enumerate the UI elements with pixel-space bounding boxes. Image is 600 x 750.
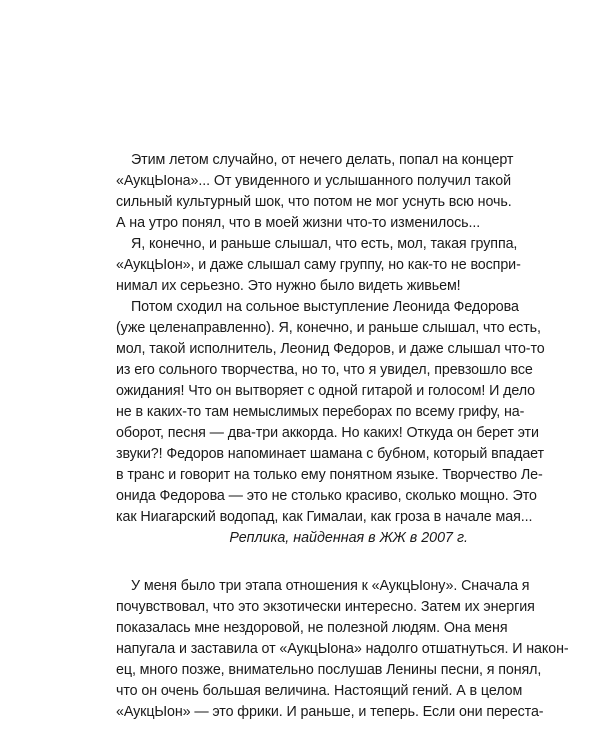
text-line: онида Федорова — это не столько красиво, сколько мощно. Это — [116, 488, 537, 504]
text-line: как Ниагарский водопад, как Гималаи, как гроза в начале мая... — [116, 509, 533, 525]
text-line: мол, такой исполнитель, Леонид Федоров, и даже слышал что-то — [116, 341, 545, 357]
text-line: Я, конечно, и раньше слышал, что есть, мол, такая группа, — [131, 236, 518, 252]
text-line: нимал их серьезно. Это нужно было видеть живьем! — [116, 278, 461, 294]
text-line: из его сольного творчества, но то, что я увидел, превзошло все — [116, 362, 533, 378]
text-line: показалась мне нездоровой, не полезной людям. Она меня — [116, 620, 508, 636]
text-line: (уже целенаправленно). Я, конечно, и раньше слышал, что есть, — [116, 320, 541, 336]
text-line: «АукцЫона»... От увиденного и услышанного получил такой — [116, 173, 511, 189]
text-line: почувствовал, что это экзотически интересно. Затем их энергия — [116, 599, 535, 615]
text-line: оборот, песня — два-три аккорда. Но каких! Откуда он берет эти — [116, 425, 539, 441]
text-line: ожидания! Что он вытворяет с одной гитарой и голосом! И дело — [116, 383, 536, 399]
text-line: «АукцЫон», и даже слышал саму группу, но как-то не воспри- — [116, 257, 521, 273]
text-line: Потом сходил на сольное выступление Леонида Федорова — [131, 299, 519, 315]
text-line: в транс и говорит на только ему понятном языке. Творчество Ле- — [116, 467, 543, 483]
text-line: Этим летом случайно, от нечего делать, попал на концерт — [131, 152, 514, 168]
text-line: У меня было три этапа отношения к «АукцЫону». Сначала я — [131, 578, 530, 594]
text-line: звуки?! Федоров напоминает шамана с бубном, который впадает — [116, 446, 545, 462]
text-line: напугала и заставила от «АукцЫона» надолго отшатнуться. И након- — [116, 641, 569, 657]
text-line: А на утро понял, что в моей жизни что-то изменилось... — [116, 215, 481, 231]
text-line: что он очень большая величина. Настоящий гений. А в целом — [116, 683, 523, 699]
text-line: ец, много позже, внимательно послушав Ленины песни, я понял, — [116, 662, 542, 678]
text-line: сильный культурный шок, что потом не мог уснуть всю ночь. — [116, 194, 512, 210]
text-line: «АукцЫон» — это фрики. И раньше, и теперь. Если они переста- — [116, 704, 544, 720]
text-line: не в каких-то там немыслимых переборах по всему грифу, на- — [116, 404, 525, 420]
quote-attribution: Реплика, найденная в ЖЖ в 2007 г. — [229, 530, 468, 546]
